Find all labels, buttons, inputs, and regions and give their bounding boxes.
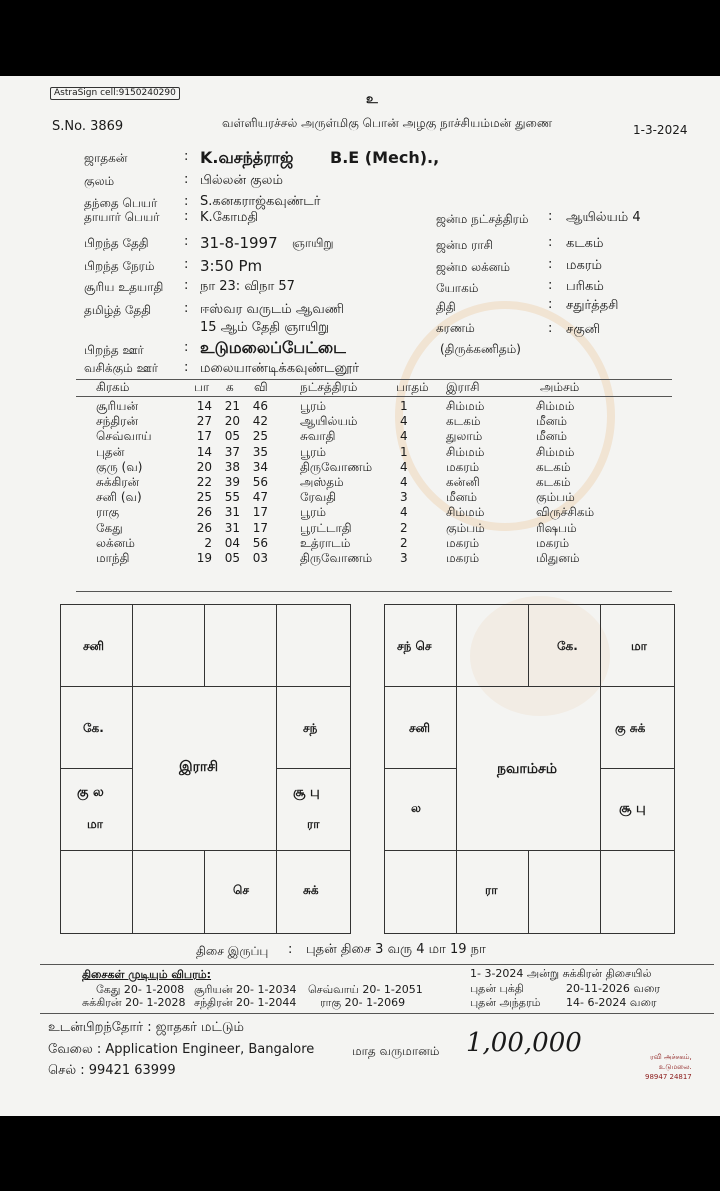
nav-house-sagittarius [385, 851, 457, 933]
dasa-balance-value: புதன் திசை 3 வரு 4 மா 19 நா [306, 942, 486, 957]
colon: : [548, 209, 553, 224]
rasi-c4: கே. [83, 721, 104, 735]
table-cell: சுவாதி [300, 429, 336, 444]
table-cell: 19 [196, 551, 212, 565]
residence-label: வசிக்கும் ஊர் [84, 361, 158, 375]
table-cell: மகரம் [446, 459, 480, 474]
table-cell: 3 [400, 551, 408, 565]
table-cell: 35 [252, 444, 268, 459]
colon: : [184, 172, 189, 187]
nav-c4: சனி [409, 721, 430, 735]
income-label: மாத வருமானம் [352, 1044, 440, 1058]
th-rasi: இராசி [446, 380, 480, 394]
place-label: பிறந்த ஊர் [84, 343, 144, 357]
dasa-end-1: கேது 20- 1-2008 [96, 983, 185, 996]
rasi-c14: சுக் [303, 883, 319, 897]
tamil-date-label: தமிழ்த் தேதி [84, 303, 152, 317]
pillaiyar-suzhi: உ [366, 92, 378, 107]
table-cell: உத்ராடம் [300, 535, 351, 550]
dob-day: ஞாயிறு [292, 236, 334, 250]
serial-number: S.No. 3869 [52, 119, 124, 134]
colon: : [184, 278, 189, 293]
astrasign-stamp: AstraSign cell:9150240290 [50, 87, 180, 100]
table-cell: சுக்கிரன் [96, 475, 140, 489]
seal-line-3: 98947 24817 [645, 1073, 692, 1081]
rasi-house-capricorn [61, 769, 133, 851]
nav-c7: கு சுக் [615, 721, 646, 735]
table-header-rule [76, 396, 672, 397]
table-cell: 04 [224, 535, 240, 550]
nav-house-virgo [601, 851, 674, 933]
table-cell: 56 [252, 535, 268, 550]
table-cell: சிம்மம் [536, 444, 575, 459]
th-vi: வி [254, 380, 268, 394]
colon: : [548, 297, 553, 312]
table-cell: 37 [224, 444, 240, 459]
navamsa-title: நவாம்சம் [497, 761, 557, 777]
seal-line-1: ரவி அச்சகம், [650, 1053, 692, 1061]
rasi-house-aries [133, 605, 205, 687]
table-cell: புதன் [96, 444, 125, 459]
table-cell: 46 [252, 399, 268, 413]
nav-c8: ல [411, 801, 421, 815]
sunrise-value: நா 23: விநா 57 [200, 279, 295, 294]
table-cell: 39 [224, 475, 240, 489]
table-cell: சனி (வ) [96, 490, 142, 505]
table-cell: கும்பம் [536, 490, 575, 505]
table-cell: 55 [224, 490, 240, 505]
table-cell: 3 [400, 490, 408, 505]
kulam-value: பில்லன் குலம் [200, 173, 283, 188]
rasi-c7: சந் [303, 721, 318, 735]
table-cell: 25 [196, 490, 212, 505]
name-value: K.வசந்த்ராஜ் [200, 148, 294, 167]
father-label: தந்தை பெயர் [84, 196, 158, 210]
th-pa: பா [194, 380, 210, 394]
press-seal [645, 1052, 692, 1082]
yogam-value: பரிகம் [566, 279, 604, 294]
current-antara-value: 14- 6-2024 வரை [566, 996, 657, 1009]
screen-bottom-bar [0, 1116, 720, 1191]
thithi-value: சதுர்த்தசி [566, 298, 619, 313]
table-cell: சிம்மம் [446, 505, 485, 520]
table-cell: செவ்வாய் [96, 429, 152, 444]
rasi-c11a: சூ பு [293, 785, 320, 800]
rasi-house-sagittarius [61, 851, 133, 933]
siblings-line: உடன்பிறந்தோர் : ஜாதகர் மட்டும் [48, 1020, 244, 1035]
table-cell: மீனம் [536, 429, 567, 444]
tob-label: பிறந்த நேரம் [84, 259, 155, 273]
table-cell: மிதுனம் [536, 551, 580, 565]
table-cell: மாந்தி [96, 551, 130, 565]
table-cell: 2 [400, 535, 408, 550]
rasi-c0: சனி [83, 639, 104, 653]
rasi-title: இராசி [179, 759, 219, 775]
karanam-value: சகுனி [566, 322, 601, 337]
rasi-c8b: மா [87, 817, 103, 831]
nav-c1: சந் செ [397, 639, 432, 653]
table-cell: 20 [224, 414, 240, 429]
nav-house-aries [457, 605, 529, 687]
rasi-house-leo [277, 769, 350, 851]
residence-value: மலையாண்டிக்கவுண்டனூர் [200, 361, 360, 376]
colon: : [288, 942, 293, 957]
table-cell: குரு (வ) [96, 459, 143, 474]
dasa-end-3: செவ்வாய் 20- 1-2051 [308, 983, 423, 996]
birth-lagna-value: மகரம் [566, 258, 602, 273]
table-cell: 31 [224, 505, 240, 520]
table-cell: 26 [196, 520, 212, 535]
colon: : [548, 278, 553, 293]
table-cell: பூரம் [300, 399, 327, 413]
nav-c13: ரா [485, 883, 498, 897]
dasa-end-2: சூரியன் 20- 1-2034 [194, 983, 297, 996]
table-cell: 20 [196, 459, 212, 474]
dasa-rule [40, 964, 714, 965]
dasa-end-4: சுக்கிரன் 20- 1-2028 [82, 996, 186, 1009]
phone-line: செல் : 99421 63999 [48, 1063, 176, 1078]
invocation-line: வள்ளியரச்சல் அருள்மிகு பொன் அழகு நாச்சியம்மன் துணை [222, 116, 553, 130]
rasi-c11b: ரா [307, 817, 320, 831]
income-value-handwritten: 1,00,000 [466, 1028, 582, 1058]
table-cell: ராகு [96, 505, 120, 520]
father-value: S.கனகராஜ்கவுண்டர் [200, 194, 321, 209]
rasi-house-scorpio [133, 851, 205, 933]
name-label: ஜாதகன் [84, 151, 128, 165]
nav-c2: கே. [557, 639, 578, 653]
colon: : [184, 234, 189, 249]
table-cell: 56 [252, 475, 268, 489]
table-cell: கேது [96, 520, 123, 535]
table-top-rule [76, 379, 672, 380]
table-cell: 21 [224, 399, 240, 413]
table-cell: மீனம் [446, 490, 477, 505]
table-cell: 2 [204, 535, 212, 550]
table-cell: 4 [400, 414, 408, 429]
table-cell: 38 [224, 459, 240, 474]
table-cell: கடகம் [536, 475, 571, 489]
table-cell: 03 [252, 551, 268, 565]
table-cell: மீனம் [536, 414, 567, 429]
dasa-balance-label: திசை இருப்பு [196, 944, 269, 958]
colon: : [184, 194, 189, 209]
tob-value: 3:50 Pm [200, 257, 263, 275]
job-line: வேலை : Application Engineer, Bangalore [48, 1042, 315, 1057]
table-cell: அஸ்தம் [300, 475, 344, 489]
nav-house-libra [529, 851, 601, 933]
table-cell: பூரட்டாதி [300, 520, 352, 535]
table-cell: பூரம் [300, 505, 327, 520]
table-cell: 14 [196, 444, 212, 459]
navamsa-chart [384, 604, 675, 934]
rasi-house-gemini [277, 605, 350, 687]
table-cell: 1 [400, 399, 408, 413]
table-cell: மகரம் [536, 535, 570, 550]
current-dasa-head: 1- 3-2024 அன்று சுக்கிரன் திசையில் [470, 967, 652, 980]
dob-value: 31-8-1997 [200, 234, 278, 252]
rasi-c8a: கு ல [77, 785, 104, 800]
table-cell: 17 [252, 505, 268, 520]
table-cell: திருவோணம் [300, 459, 373, 474]
sunrise-label: சூரிய உதயாதி [84, 280, 164, 294]
dob-label: பிறந்த தேதி [84, 236, 149, 250]
table-cell: சிம்மம் [446, 444, 485, 459]
colon: : [184, 209, 189, 224]
table-cell: கடகம் [446, 414, 481, 429]
current-bhukti-value: 20-11-2026 வரை [566, 982, 661, 995]
rasi-house-taurus [205, 605, 277, 687]
mother-label: தாயார் பெயர் [84, 210, 160, 224]
table-cell: கடகம் [536, 459, 571, 474]
table-cell: திருவோணம் [300, 551, 373, 565]
colon: : [184, 257, 189, 272]
tamil-date-line2: 15 ஆம் தேதி ஞாயிறு [200, 320, 330, 335]
colon: : [548, 321, 553, 336]
table-cell: கும்பம் [446, 520, 485, 535]
table-cell: கன்னி [446, 475, 480, 489]
colon: : [184, 360, 189, 375]
colon: : [184, 301, 189, 316]
table-cell: சூரியன் [96, 399, 139, 413]
table-cell: 14 [196, 399, 212, 413]
th-graha: கிரகம் [96, 380, 130, 394]
seal-line-2: உடுமலை. [658, 1063, 692, 1071]
dasa-end-6: ராகு 20- 1-2069 [320, 996, 406, 1009]
table-cell: 42 [252, 414, 268, 429]
karanam-label: கரணம் [436, 321, 475, 335]
table-cell: 25 [252, 429, 268, 444]
mother-value: K.கோமதி [200, 210, 259, 225]
birth-lagna-label: ஜன்ம லக்னம் [436, 260, 511, 274]
table-cell: மகரம் [446, 551, 480, 565]
table-cell: 4 [400, 429, 408, 444]
place-value: உடுமலைப்பேட்டை [200, 338, 346, 357]
dasa-end-label: திசைகள் முடியும் விபரம்: [82, 968, 212, 981]
table-cell: 17 [196, 429, 212, 444]
colon: : [548, 235, 553, 250]
table-cell: சந்திரன் [96, 414, 139, 429]
thithi-label: திதி [436, 300, 456, 314]
th-star: நட்சத்திரம் [300, 380, 358, 394]
table-cell: 31 [224, 520, 240, 535]
kulam-label: குலம் [84, 174, 115, 188]
birth-star-label: ஜன்ம நட்சத்திரம் [436, 212, 529, 226]
nav-c3: மா [631, 639, 647, 653]
table-cell: 47 [252, 490, 268, 505]
colon: : [548, 257, 553, 272]
table-cell: சிம்மம் [536, 399, 575, 413]
birth-rasi-label: ஜன்ம ராசி [436, 238, 493, 252]
table-cell: துலாம் [446, 429, 483, 444]
nav-house-capricorn [385, 769, 457, 851]
yogam-label: யோகம் [436, 281, 479, 295]
rasi-c13: செ [233, 883, 249, 897]
place-note: (திருக்கணிதம்) [440, 342, 521, 356]
table-cell: மகரம் [446, 535, 480, 550]
table-cell: 26 [196, 505, 212, 520]
table-cell: 17 [252, 520, 268, 535]
th-amsam: அம்சம் [540, 380, 580, 394]
table-cell: ரிஷபம் [536, 520, 577, 535]
current-bhukti-label: புதன் புக்தி [470, 982, 524, 995]
birth-star-value: ஆயில்யம் 4 [566, 210, 641, 225]
table-cell: 2 [400, 520, 408, 535]
table-cell: 34 [252, 459, 268, 474]
tamil-date-line1: ஈஸ்வர வருடம் ஆவணி [200, 302, 345, 317]
horoscope-document [0, 76, 720, 1116]
current-antara-label: புதன் அந்தரம் [470, 996, 541, 1009]
table-cell: விருச்சிகம் [536, 505, 595, 520]
table-cell: 1 [400, 444, 408, 459]
table-cell: 05 [224, 551, 240, 565]
birth-rasi-value: கடகம் [566, 236, 604, 251]
table-cell: 4 [400, 459, 408, 474]
colon: : [184, 149, 189, 164]
th-ka: க [226, 380, 234, 394]
nav-c11: சூ பு [619, 801, 646, 816]
footer-rule [40, 1013, 714, 1014]
table-cell: சிம்மம் [446, 399, 485, 413]
table-cell: ஆயில்யம் [300, 414, 358, 429]
table-cell: 4 [400, 475, 408, 489]
table-cell: பூரம் [300, 444, 327, 459]
table-cell: 05 [224, 429, 240, 444]
th-padam: பாதம் [396, 380, 429, 394]
document-date: 1-3-2024 [633, 123, 688, 137]
table-cell: 27 [196, 414, 212, 429]
degree-value: B.E (Mech)., [330, 148, 440, 167]
table-cell: ரேவதி [300, 490, 337, 505]
screen-top-bar [0, 0, 720, 76]
table-cell: 4 [400, 505, 408, 520]
dasa-end-5: சந்திரன் 20- 1-2044 [194, 996, 297, 1009]
rasi-chart [60, 604, 351, 934]
table-cell: லக்னம் [96, 535, 135, 550]
colon: : [184, 340, 189, 355]
table-bottom-rule [76, 591, 672, 592]
table-cell: 22 [196, 475, 212, 489]
